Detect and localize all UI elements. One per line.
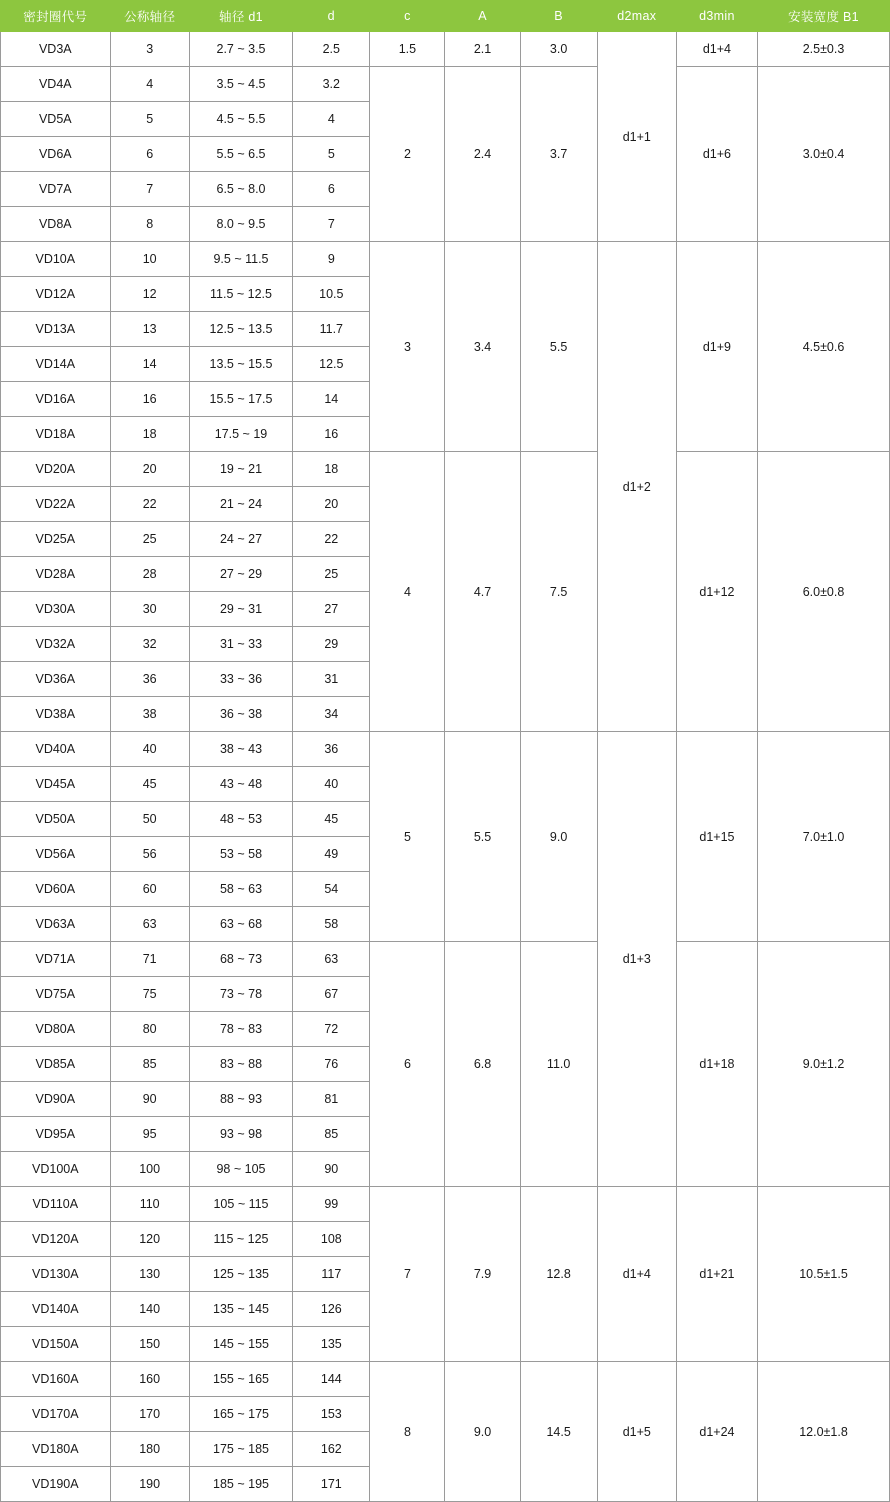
cell-install-width-b1: 2.5±0.3 bbox=[758, 32, 890, 67]
cell-nominal-shaft-diameter: 63 bbox=[110, 907, 189, 942]
cell-b: 7.5 bbox=[520, 452, 597, 732]
cell-shaft-diameter-d1: 83 ~ 88 bbox=[189, 1047, 293, 1082]
cell-nominal-shaft-diameter: 32 bbox=[110, 627, 189, 662]
column-header-d3min: d3min bbox=[676, 1, 757, 32]
cell-d3min: d1+6 bbox=[676, 67, 757, 242]
cell-b: 11.0 bbox=[520, 942, 597, 1187]
cell-seal-code: VD170A bbox=[1, 1397, 111, 1432]
cell-b: 14.5 bbox=[520, 1362, 597, 1502]
cell-d: 27 bbox=[293, 592, 370, 627]
cell-nominal-shaft-diameter: 130 bbox=[110, 1257, 189, 1292]
cell-shaft-diameter-d1: 98 ~ 105 bbox=[189, 1152, 293, 1187]
cell-d: 4 bbox=[293, 102, 370, 137]
cell-nominal-shaft-diameter: 38 bbox=[110, 697, 189, 732]
cell-d3min: d1+18 bbox=[676, 942, 757, 1187]
cell-install-width-b1: 4.5±0.6 bbox=[758, 242, 890, 452]
cell-d: 117 bbox=[293, 1257, 370, 1292]
cell-nominal-shaft-diameter: 25 bbox=[110, 522, 189, 557]
cell-seal-code: VD150A bbox=[1, 1327, 111, 1362]
cell-d: 81 bbox=[293, 1082, 370, 1117]
cell-d: 144 bbox=[293, 1362, 370, 1397]
cell-d: 5 bbox=[293, 137, 370, 172]
column-header-d: d bbox=[293, 1, 370, 32]
cell-shaft-diameter-d1: 73 ~ 78 bbox=[189, 977, 293, 1012]
cell-d: 85 bbox=[293, 1117, 370, 1152]
cell-c: 4 bbox=[370, 452, 445, 732]
cell-d: 135 bbox=[293, 1327, 370, 1362]
cell-nominal-shaft-diameter: 45 bbox=[110, 767, 189, 802]
cell-shaft-diameter-d1: 31 ~ 33 bbox=[189, 627, 293, 662]
cell-d: 11.7 bbox=[293, 312, 370, 347]
cell-seal-code: VD14A bbox=[1, 347, 111, 382]
cell-seal-code: VD85A bbox=[1, 1047, 111, 1082]
cell-shaft-diameter-d1: 29 ~ 31 bbox=[189, 592, 293, 627]
cell-d: 63 bbox=[293, 942, 370, 977]
column-header-b1: 安装宽度 B1 bbox=[758, 1, 890, 32]
cell-d: 76 bbox=[293, 1047, 370, 1082]
cell-d3min: d1+24 bbox=[676, 1362, 757, 1502]
cell-d: 108 bbox=[293, 1222, 370, 1257]
cell-shaft-diameter-d1: 4.5 ~ 5.5 bbox=[189, 102, 293, 137]
column-header-d1: 轴径 d1 bbox=[189, 1, 293, 32]
cell-d: 22 bbox=[293, 522, 370, 557]
cell-shaft-diameter-d1: 8.0 ~ 9.5 bbox=[189, 207, 293, 242]
cell-shaft-diameter-d1: 53 ~ 58 bbox=[189, 837, 293, 872]
cell-shaft-diameter-d1: 17.5 ~ 19 bbox=[189, 417, 293, 452]
cell-seal-code: VD75A bbox=[1, 977, 111, 1012]
cell-nominal-shaft-diameter: 20 bbox=[110, 452, 189, 487]
cell-shaft-diameter-d1: 15.5 ~ 17.5 bbox=[189, 382, 293, 417]
cell-seal-code: VD190A bbox=[1, 1467, 111, 1502]
cell-shaft-diameter-d1: 115 ~ 125 bbox=[189, 1222, 293, 1257]
cell-a: 2.1 bbox=[445, 32, 520, 67]
cell-d: 126 bbox=[293, 1292, 370, 1327]
cell-nominal-shaft-diameter: 14 bbox=[110, 347, 189, 382]
cell-shaft-diameter-d1: 21 ~ 24 bbox=[189, 487, 293, 522]
cell-c: 2 bbox=[370, 67, 445, 242]
cell-nominal-shaft-diameter: 180 bbox=[110, 1432, 189, 1467]
cell-seal-code: VD3A bbox=[1, 32, 111, 67]
cell-seal-code: VD16A bbox=[1, 382, 111, 417]
cell-nominal-shaft-diameter: 40 bbox=[110, 732, 189, 767]
cell-seal-code: VD95A bbox=[1, 1117, 111, 1152]
cell-nominal-shaft-diameter: 100 bbox=[110, 1152, 189, 1187]
cell-d3min: d1+12 bbox=[676, 452, 757, 732]
table-row bbox=[1, 67, 890, 102]
cell-install-width-b1: 9.0±1.2 bbox=[758, 942, 890, 1187]
cell-nominal-shaft-diameter: 95 bbox=[110, 1117, 189, 1152]
cell-nominal-shaft-diameter: 5 bbox=[110, 102, 189, 137]
cell-d: 54 bbox=[293, 872, 370, 907]
table-row bbox=[1, 1187, 890, 1222]
cell-b: 12.8 bbox=[520, 1187, 597, 1362]
cell-shaft-diameter-d1: 24 ~ 27 bbox=[189, 522, 293, 557]
cell-d: 36 bbox=[293, 732, 370, 767]
cell-shaft-diameter-d1: 27 ~ 29 bbox=[189, 557, 293, 592]
cell-d2max: d1+5 bbox=[597, 1362, 676, 1502]
cell-shaft-diameter-d1: 125 ~ 135 bbox=[189, 1257, 293, 1292]
cell-b: 5.5 bbox=[520, 242, 597, 452]
cell-d: 18 bbox=[293, 452, 370, 487]
cell-nominal-shaft-diameter: 12 bbox=[110, 277, 189, 312]
cell-seal-code: VD71A bbox=[1, 942, 111, 977]
cell-d: 9 bbox=[293, 242, 370, 277]
cell-nominal-shaft-diameter: 110 bbox=[110, 1187, 189, 1222]
cell-shaft-diameter-d1: 9.5 ~ 11.5 bbox=[189, 242, 293, 277]
cell-d: 16 bbox=[293, 417, 370, 452]
cell-shaft-diameter-d1: 155 ~ 165 bbox=[189, 1362, 293, 1397]
cell-nominal-shaft-diameter: 16 bbox=[110, 382, 189, 417]
cell-d: 90 bbox=[293, 1152, 370, 1187]
cell-a: 9.0 bbox=[445, 1362, 520, 1502]
cell-nominal-shaft-diameter: 3 bbox=[110, 32, 189, 67]
cell-install-width-b1: 3.0±0.4 bbox=[758, 67, 890, 242]
cell-nominal-shaft-diameter: 71 bbox=[110, 942, 189, 977]
cell-nominal-shaft-diameter: 150 bbox=[110, 1327, 189, 1362]
cell-shaft-diameter-d1: 58 ~ 63 bbox=[189, 872, 293, 907]
cell-shaft-diameter-d1: 13.5 ~ 15.5 bbox=[189, 347, 293, 382]
cell-d: 14 bbox=[293, 382, 370, 417]
cell-d: 12.5 bbox=[293, 347, 370, 382]
cell-d: 34 bbox=[293, 697, 370, 732]
cell-seal-code: VD160A bbox=[1, 1362, 111, 1397]
cell-shaft-diameter-d1: 175 ~ 185 bbox=[189, 1432, 293, 1467]
cell-shaft-diameter-d1: 33 ~ 36 bbox=[189, 662, 293, 697]
cell-c: 3 bbox=[370, 242, 445, 452]
cell-nominal-shaft-diameter: 13 bbox=[110, 312, 189, 347]
cell-nominal-shaft-diameter: 36 bbox=[110, 662, 189, 697]
cell-a: 5.5 bbox=[445, 732, 520, 942]
cell-seal-code: VD130A bbox=[1, 1257, 111, 1292]
cell-nominal-shaft-diameter: 10 bbox=[110, 242, 189, 277]
cell-nominal-shaft-diameter: 80 bbox=[110, 1012, 189, 1047]
cell-d2max: d1+1 bbox=[597, 32, 676, 242]
cell-b: 9.0 bbox=[520, 732, 597, 942]
table-row bbox=[1, 242, 890, 277]
cell-d: 171 bbox=[293, 1467, 370, 1502]
cell-seal-code: VD120A bbox=[1, 1222, 111, 1257]
column-header-c: c bbox=[370, 1, 445, 32]
cell-d: 10.5 bbox=[293, 277, 370, 312]
cell-a: 2.4 bbox=[445, 67, 520, 242]
cell-install-width-b1: 6.0±0.8 bbox=[758, 452, 890, 732]
cell-seal-code: VD180A bbox=[1, 1432, 111, 1467]
cell-seal-code: VD4A bbox=[1, 67, 111, 102]
cell-a: 4.7 bbox=[445, 452, 520, 732]
cell-shaft-diameter-d1: 38 ~ 43 bbox=[189, 732, 293, 767]
cell-install-width-b1: 12.0±1.8 bbox=[758, 1362, 890, 1502]
cell-install-width-b1: 7.0±1.0 bbox=[758, 732, 890, 942]
cell-nominal-shaft-diameter: 190 bbox=[110, 1467, 189, 1502]
cell-shaft-diameter-d1: 145 ~ 155 bbox=[189, 1327, 293, 1362]
cell-nominal-shaft-diameter: 160 bbox=[110, 1362, 189, 1397]
cell-d: 162 bbox=[293, 1432, 370, 1467]
cell-nominal-shaft-diameter: 22 bbox=[110, 487, 189, 522]
cell-shaft-diameter-d1: 11.5 ~ 12.5 bbox=[189, 277, 293, 312]
cell-d3min: d1+4 bbox=[676, 32, 757, 67]
cell-c: 6 bbox=[370, 942, 445, 1187]
cell-seal-code: VD63A bbox=[1, 907, 111, 942]
cell-nominal-shaft-diameter: 90 bbox=[110, 1082, 189, 1117]
cell-d3min: d1+15 bbox=[676, 732, 757, 942]
cell-d3min: d1+21 bbox=[676, 1187, 757, 1362]
cell-d: 40 bbox=[293, 767, 370, 802]
cell-shaft-diameter-d1: 93 ~ 98 bbox=[189, 1117, 293, 1152]
cell-b: 3.7 bbox=[520, 67, 597, 242]
table-row bbox=[1, 732, 890, 767]
cell-d2max: d1+4 bbox=[597, 1187, 676, 1362]
cell-nominal-shaft-diameter: 18 bbox=[110, 417, 189, 452]
cell-shaft-diameter-d1: 36 ~ 38 bbox=[189, 697, 293, 732]
cell-shaft-diameter-d1: 2.7 ~ 3.5 bbox=[189, 32, 293, 67]
cell-seal-code: VD7A bbox=[1, 172, 111, 207]
cell-nominal-shaft-diameter: 50 bbox=[110, 802, 189, 837]
cell-seal-code: VD13A bbox=[1, 312, 111, 347]
cell-d2max: d1+2 bbox=[597, 242, 676, 732]
cell-a: 6.8 bbox=[445, 942, 520, 1187]
cell-d2max: d1+3 bbox=[597, 732, 676, 1187]
cell-d: 29 bbox=[293, 627, 370, 662]
cell-d: 31 bbox=[293, 662, 370, 697]
cell-seal-code: VD38A bbox=[1, 697, 111, 732]
cell-d: 25 bbox=[293, 557, 370, 592]
cell-nominal-shaft-diameter: 85 bbox=[110, 1047, 189, 1082]
cell-seal-code: VD5A bbox=[1, 102, 111, 137]
column-header-d2max: d2max bbox=[597, 1, 676, 32]
cell-install-width-b1: 10.5±1.5 bbox=[758, 1187, 890, 1362]
cell-d: 45 bbox=[293, 802, 370, 837]
cell-seal-code: VD56A bbox=[1, 837, 111, 872]
cell-seal-code: VD90A bbox=[1, 1082, 111, 1117]
cell-d: 58 bbox=[293, 907, 370, 942]
cell-seal-code: VD28A bbox=[1, 557, 111, 592]
column-header-nominal: 公称轴径 bbox=[110, 1, 189, 32]
cell-shaft-diameter-d1: 135 ~ 145 bbox=[189, 1292, 293, 1327]
cell-c: 7 bbox=[370, 1187, 445, 1362]
cell-d: 6 bbox=[293, 172, 370, 207]
cell-d: 49 bbox=[293, 837, 370, 872]
cell-shaft-diameter-d1: 105 ~ 115 bbox=[189, 1187, 293, 1222]
cell-nominal-shaft-diameter: 28 bbox=[110, 557, 189, 592]
cell-b: 3.0 bbox=[520, 32, 597, 67]
cell-shaft-diameter-d1: 63 ~ 68 bbox=[189, 907, 293, 942]
cell-seal-code: VD100A bbox=[1, 1152, 111, 1187]
cell-shaft-diameter-d1: 6.5 ~ 8.0 bbox=[189, 172, 293, 207]
cell-shaft-diameter-d1: 48 ~ 53 bbox=[189, 802, 293, 837]
cell-nominal-shaft-diameter: 30 bbox=[110, 592, 189, 627]
cell-nominal-shaft-diameter: 170 bbox=[110, 1397, 189, 1432]
cell-shaft-diameter-d1: 5.5 ~ 6.5 bbox=[189, 137, 293, 172]
cell-seal-code: VD12A bbox=[1, 277, 111, 312]
cell-shaft-diameter-d1: 19 ~ 21 bbox=[189, 452, 293, 487]
cell-shaft-diameter-d1: 3.5 ~ 4.5 bbox=[189, 67, 293, 102]
column-header-code: 密封圈代号 bbox=[1, 1, 111, 32]
cell-d: 7 bbox=[293, 207, 370, 242]
cell-c: 5 bbox=[370, 732, 445, 942]
cell-d: 3.2 bbox=[293, 67, 370, 102]
cell-nominal-shaft-diameter: 6 bbox=[110, 137, 189, 172]
cell-nominal-shaft-diameter: 75 bbox=[110, 977, 189, 1012]
cell-seal-code: VD110A bbox=[1, 1187, 111, 1222]
cell-seal-code: VD25A bbox=[1, 522, 111, 557]
cell-nominal-shaft-diameter: 7 bbox=[110, 172, 189, 207]
cell-d: 20 bbox=[293, 487, 370, 522]
cell-nominal-shaft-diameter: 120 bbox=[110, 1222, 189, 1257]
cell-shaft-diameter-d1: 12.5 ~ 13.5 bbox=[189, 312, 293, 347]
cell-a: 3.4 bbox=[445, 242, 520, 452]
cell-nominal-shaft-diameter: 60 bbox=[110, 872, 189, 907]
cell-d: 153 bbox=[293, 1397, 370, 1432]
table-row bbox=[1, 452, 890, 487]
table-header-row bbox=[1, 1, 890, 32]
cell-nominal-shaft-diameter: 8 bbox=[110, 207, 189, 242]
cell-seal-code: VD36A bbox=[1, 662, 111, 697]
cell-shaft-diameter-d1: 165 ~ 175 bbox=[189, 1397, 293, 1432]
table-row bbox=[1, 32, 890, 67]
cell-seal-code: VD18A bbox=[1, 417, 111, 452]
column-header-b: B bbox=[520, 1, 597, 32]
cell-seal-code: VD45A bbox=[1, 767, 111, 802]
cell-d: 2.5 bbox=[293, 32, 370, 67]
cell-seal-code: VD80A bbox=[1, 1012, 111, 1047]
cell-seal-code: VD50A bbox=[1, 802, 111, 837]
cell-nominal-shaft-diameter: 140 bbox=[110, 1292, 189, 1327]
cell-seal-code: VD20A bbox=[1, 452, 111, 487]
cell-seal-code: VD60A bbox=[1, 872, 111, 907]
cell-c: 8 bbox=[370, 1362, 445, 1502]
cell-d: 67 bbox=[293, 977, 370, 1012]
table-body bbox=[1, 32, 890, 1502]
cell-seal-code: VD32A bbox=[1, 627, 111, 662]
cell-shaft-diameter-d1: 78 ~ 83 bbox=[189, 1012, 293, 1047]
cell-seal-code: VD8A bbox=[1, 207, 111, 242]
cell-nominal-shaft-diameter: 56 bbox=[110, 837, 189, 872]
column-header-a: A bbox=[445, 1, 520, 32]
cell-shaft-diameter-d1: 68 ~ 73 bbox=[189, 942, 293, 977]
cell-a: 7.9 bbox=[445, 1187, 520, 1362]
cell-shaft-diameter-d1: 88 ~ 93 bbox=[189, 1082, 293, 1117]
table-row bbox=[1, 942, 890, 977]
cell-seal-code: VD10A bbox=[1, 242, 111, 277]
cell-seal-code: VD30A bbox=[1, 592, 111, 627]
cell-shaft-diameter-d1: 43 ~ 48 bbox=[189, 767, 293, 802]
cell-c: 1.5 bbox=[370, 32, 445, 67]
cell-seal-code: VD140A bbox=[1, 1292, 111, 1327]
cell-seal-code: VD22A bbox=[1, 487, 111, 522]
cell-seal-code: VD40A bbox=[1, 732, 111, 767]
cell-d3min: d1+9 bbox=[676, 242, 757, 452]
cell-seal-code: VD6A bbox=[1, 137, 111, 172]
cell-d: 72 bbox=[293, 1012, 370, 1047]
table-row bbox=[1, 1362, 890, 1397]
cell-d: 99 bbox=[293, 1187, 370, 1222]
cell-shaft-diameter-d1: 185 ~ 195 bbox=[189, 1467, 293, 1502]
cell-nominal-shaft-diameter: 4 bbox=[110, 67, 189, 102]
